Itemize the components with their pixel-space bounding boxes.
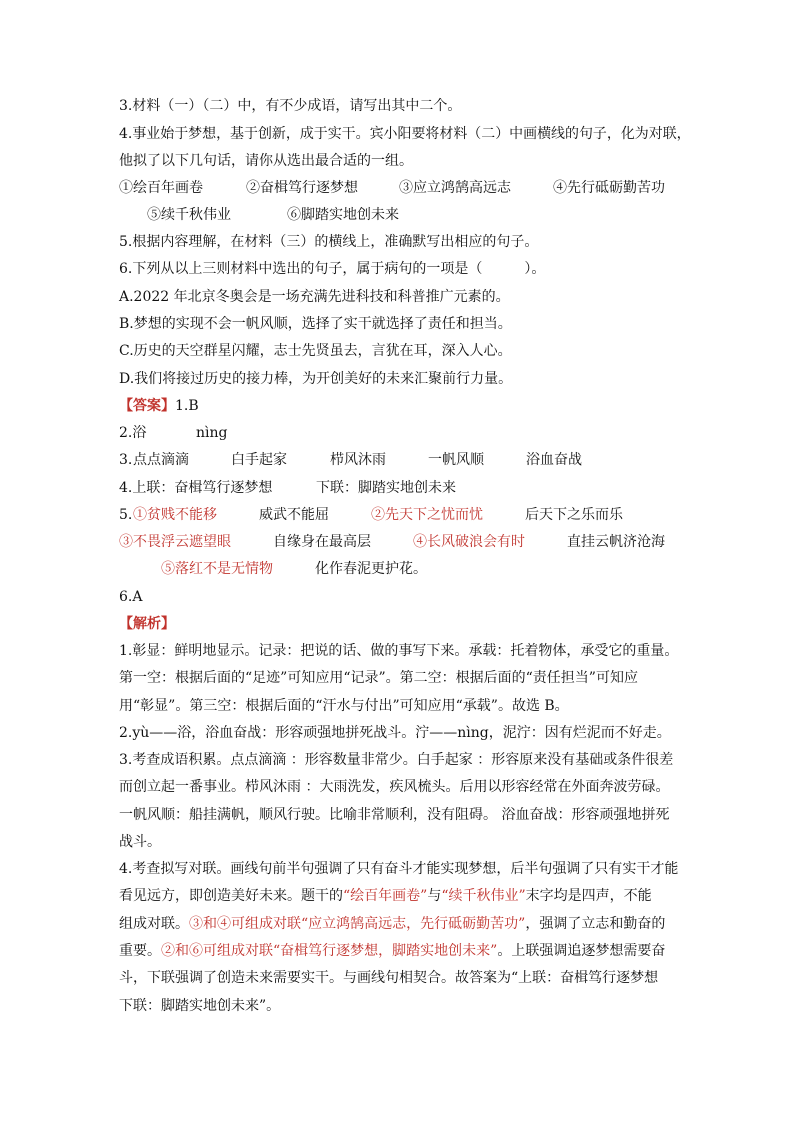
answer-5-line-5: ③不畏浮云遮望眼: [119, 534, 231, 550]
q4-option-4: ④先行砥砺勤苦功: [553, 180, 665, 196]
answer-5-line-9: ⑤落红不是无情物: [161, 561, 273, 577]
q4-option-6: ⑥脚踏实地创未来: [287, 207, 399, 223]
analysis-4-line-4: [119, 941, 665, 961]
analysis-1-line-3: 用“彰显”。第三空：根据后面的“汗水与付出”可知应用“承载”。故选 B。: [119, 698, 569, 714]
answer-2-pinyin: nìng: [196, 425, 228, 441]
analysis-4-quote-2: “续千秋伟业”: [441, 888, 526, 904]
answer-5-line-8: 直挂云帆济沧海: [567, 534, 665, 550]
analysis-4-line-5: 斗，下联强调了创造未来需要实干。与画线句相契合。故答案为“上联：奋楫笃行逐梦想: [119, 970, 659, 986]
q6-option-d: D.我们将接过历史的接力棒，为开创美好的未来汇聚前行力量。: [119, 371, 513, 387]
answer-row-1: [119, 396, 199, 416]
answer-4-upper: 4.上联：奋楫笃行逐梦想: [119, 480, 273, 496]
answer-3-idiom-5: 浴血奋战: [526, 452, 582, 468]
analysis-4-line-2-a: 看见远方，即创造美好未来。题干的: [119, 888, 343, 904]
answer-5-line-4: 后天下之乐而乐: [525, 507, 623, 523]
analysis-4-line-4-a: 重要。: [119, 943, 161, 959]
q4-option-1: ①绘百年画卷: [119, 180, 203, 196]
analysis-3-line-4: 战斗。: [119, 834, 161, 850]
analysis-heading: 【解析】: [119, 616, 175, 632]
answer-2: 2.浴: [119, 425, 147, 441]
q4-option-2: ②奋楫笃行逐梦想: [246, 180, 358, 196]
analysis-1-line-2: 第一空：根据后面的“足迹”可知应用“记录”。第二空：根据后面的“责任担当”可知应: [119, 670, 638, 686]
question-5: 5.根据内容理解，在材料（三）的横线上，准确默写出相应的句子。: [119, 234, 539, 250]
answer-5-line-2: 威武不能屈: [259, 507, 329, 523]
q6-option-c: C.历史的天空群星闪耀，志士先贤虽去，言犹在耳，深入人心。: [119, 343, 512, 359]
analysis-4-line-2: [119, 886, 652, 906]
analysis-4-line-3-a: 组成对联。: [119, 916, 189, 932]
q6-option-a: A.2022 年北京冬奥会是一场充满先进科技和科普推广元素的。: [119, 289, 510, 305]
answer-5-line-3: ②先天下之忧而忧: [371, 507, 483, 523]
analysis-4-quote-1: “绘百年画卷”: [343, 888, 428, 904]
analysis-4-line-3-couplet: ③和④可组成对联“应立鸿鹄高远志，先行砥砺勤苦功”: [189, 916, 526, 932]
answer-5-line-10: 化作春泥更护花。: [315, 561, 427, 577]
answer-heading: 【答案】: [119, 398, 175, 414]
answer-5-number: 5.: [119, 507, 133, 523]
analysis-4-line-6: 下联：脚踏实地创未来”。: [119, 998, 281, 1014]
q6-option-b: B.梦想的实现不会一帆风顺，选择了实干就选择了责任和担当。: [119, 316, 512, 332]
answer-3-idiom-1: 点点滴滴: [133, 452, 189, 468]
answer-3-idiom-4: 一帆风顺: [428, 452, 484, 468]
analysis-4-line-4-c: 。上联强调追逐梦想需要奋: [497, 943, 666, 959]
analysis-2: 2.yù——浴，浴血奋战：形容顽强地拼死战斗。泞——nìng，泥泞：因有烂泥而不好走。: [119, 725, 671, 741]
analysis-3-line-1: 3.考查成语积累。点点滴滴 ：形容数量非常少。白手起家 ：形容原来没有基础或条件很差: [119, 752, 674, 768]
analysis-4-line-2-end: 末字均是四声，不能: [525, 888, 652, 904]
analysis-4-line-3-c: ，强调了立志和勤奋的: [525, 916, 666, 932]
answer-3-idiom-2: 白手起家: [231, 452, 287, 468]
answer-4-lower: 下联：脚踏实地创未来: [316, 480, 456, 496]
analysis-3-line-3: 一帆风顺：船挂满帆，顺风行驶。比喻非常顺利，没有阻碍。 浴血奋战：形容顽强地拼死: [119, 807, 670, 823]
question-4-line-2: 他拟了以下几句话，请你从选出最合适的一组。: [119, 153, 413, 169]
answer-5-line-6: 自缘身在最高层: [273, 534, 371, 550]
question-4-line-1: 4.事业始于梦想，基于创新，成于实干。宾小阳要将材料（二）中画横线的句子，化为对联，: [119, 126, 691, 142]
analysis-4-line-1: 4.考查拟写对联。画线句前半句强调了只有奋斗才能实现梦想，后半句强调了只有实干才能: [119, 861, 679, 877]
question-6: 6.下列从以上三则材料中选出的句子，属于病句的一项是（ ）。: [119, 261, 546, 277]
question-3: 3.材料（一）（二）中，有不少成语，请写出其中二个。: [119, 98, 462, 114]
answer-6: 6.A: [119, 589, 143, 605]
analysis-4-line-4-couplet: ②和⑥可组成对联“奋楫笃行逐梦想，脚踏实地创未来”: [161, 943, 498, 959]
analysis-3-line-2: 而创立起一番事业。栉风沐雨 ：大雨洗发，疾风梳头。后用以形容经常在外面奔波劳碌。: [119, 779, 670, 795]
q4-option-5: ⑤续千秋伟业: [147, 207, 231, 223]
answer-5-line-1: ①贫贱不能移: [133, 507, 217, 523]
answer-5-line-7: ④长风破浪会有时: [413, 534, 525, 550]
analysis-4-line-3: [119, 914, 665, 934]
q4-option-3: ③应立鸿鹄高远志: [399, 180, 511, 196]
analysis-4-line-2-mid: 与: [427, 888, 442, 904]
analysis-1-line-1: 1.彰显：鲜明地显示。记录：把说的话、做的事写下来。承载：托着物体，承受它的重量。: [119, 643, 679, 659]
answer-1: 1.B: [175, 398, 199, 414]
answer-3-idiom-3: 栉风沐雨: [330, 452, 386, 468]
answer-3-number: 3.: [119, 452, 133, 468]
